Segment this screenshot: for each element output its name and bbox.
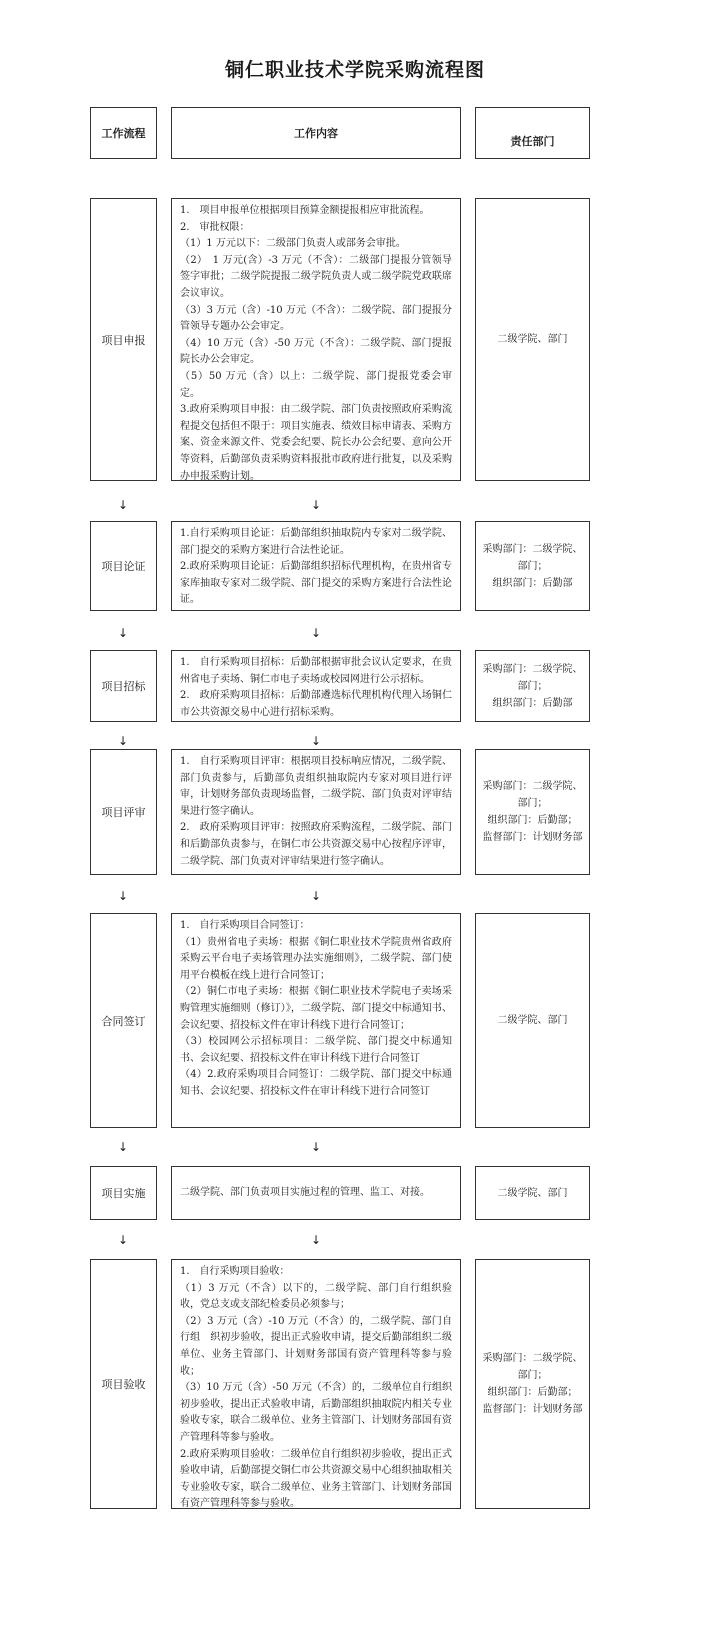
content-line: （4）10 万元（含）-50 万元（不含）：二级学院、部门提报院长办公会审定。 [180, 337, 452, 366]
arrow-icon: ↓ [310, 1140, 322, 1154]
content-line: （3）10 万元（含）-50 万元（不含）的，二级单位自行组织初步验收，提出正式验收申请，后勤部组织抽取院内相关专业验收专家，联合二级单位、业务主管部门、计划财务部国有资产管理科等参与验收。 [180, 1382, 452, 1443]
content-box [171, 521, 461, 611]
dept-box [475, 521, 590, 611]
arrow-icon: ↓ [310, 498, 322, 512]
content-box [171, 198, 461, 481]
step-box: 项目申报 [90, 198, 157, 481]
content-line: （1）贵州省电子卖场：根据《铜仁职业技术学院贵州省政府采购云平台电子卖场管理办法实施细则》，二级学院、部门使用平台模板在线上进行合同签订； [180, 936, 452, 981]
dept-line: 采购部门：二级学院、部门； [482, 781, 583, 809]
dept-box [475, 650, 590, 722]
content-line: 二级学院、部门负责项目实施过程的管理、监工、对接。 [180, 1186, 430, 1198]
step-box: 项目验收 [90, 1259, 157, 1509]
content-line: 1. 项目申报单位根据项目预算金额提报相应审批流程。 [180, 205, 430, 216]
content-box [171, 1259, 461, 1509]
arrow-icon: ↓ [310, 626, 322, 640]
dept-line: 采购部门：二级学院、部门； [482, 663, 583, 692]
content-line: 2.政府采购项目验收：二级单位自行组织初步验收，提出正式验收申请，后勤部提交铜仁市公共资源交易中心组织抽取相关专业验收专家，联合二级单位、业务主管部门、计划财务部国有资产管理科等参与验收。 [180, 1448, 452, 1510]
content-line: （2）铜仁市电子卖场：根据《铜仁职业技术学院电子卖场采购管理实施细则（修订）》，二级学院、部门提交中标通知书、会议纪要、招投标文件在审计科线下进行合同签订； [180, 986, 452, 1031]
step-box: 项目招标 [90, 650, 157, 722]
arrow-icon: ↓ [117, 498, 129, 512]
content-line: 1. 自行采购项目合同签订： [180, 920, 310, 931]
header-content: 工作内容 [171, 107, 461, 159]
page-title: 铜仁职业技术学院采购流程图 [224, 59, 485, 81]
dept-line: 二级学院、部门 [497, 1015, 568, 1026]
dept-line: 组织部门：后勤部； [487, 815, 578, 826]
content-line: 2.政府采购项目论证：后勤部组织招标代理机构，在贵州省专家库抽取专家对二级学院、部门提交的采购方案进行合法性论证。 [180, 561, 452, 606]
content-line: 1. 自行采购项目验收： [180, 1266, 290, 1277]
arrow-icon: ↓ [310, 889, 322, 903]
content-line: （1）1 万元以下：二级部门负责人或部务会审批。 [180, 238, 406, 250]
arrow-icon: ↓ [117, 734, 129, 748]
content-line: 1. 自行采购项目评审：根据项目投标响应情况，二级学院、部门负责参与，后勤部负责组织抽取院内专家对项目进行评审，计划财务部负责现场监督，二级学院、部门负责对评审结果进行签字确认。 [180, 756, 452, 817]
content-line: （2） 1 万元(含）-3 万元（不含）：二级部门提报分管领导签字审批；二级学院提报二级学院负责人或二级学院党政联席会议审议。 [180, 254, 452, 299]
dept-box [475, 913, 590, 1128]
content-line: （2）3 万元（含）-10 万元（不含）的，二级学院、部门自行组 织初步验收，提出正式验收申请，提交后勤部组织二级单位、业务主管部门、计划财务部国有资产管理科等参与验收； [180, 1315, 452, 1377]
content-line: （5）50 万元（含）以上：二级学院、部门提报党委会审定。 [180, 370, 452, 399]
step-box: 项目实施 [90, 1166, 157, 1220]
header-dept: 责任部门 [475, 107, 590, 159]
dept-box [475, 1166, 590, 1220]
content-box [171, 1166, 461, 1220]
content-line: 3.政府采购项目申报：由二级学院、部门负责按照政府采购流程提交包括但不限于：项目实施表、绩效目标申请表、采购方案、资金来源文件、党委会纪要、院长办公会纪要、意向公开等资料，后勤部负责采购资料报批市政府进行批复，以及采购办申报采购计划。 [180, 404, 452, 482]
dept-box [475, 198, 590, 481]
step-box: 项目评审 [90, 749, 157, 875]
content-line: （3）3 万元（含）-10 万元（不含）：二级学院、部门提报分管领导专题办公会审定。 [180, 304, 452, 333]
dept-box [475, 1259, 590, 1509]
dept-line: 采购部门：二级学院、部门； [482, 543, 583, 572]
dept-line: 监督部门：计划财务部 [482, 832, 583, 843]
content-line: 2. 政府采购项目招标：后勤部遴选标代理机构代理入场铜仁市公共资源交易中心进行招标采购。 [180, 690, 452, 718]
content-line: （4）2.政府采购项目合同签订：二级学院、部门提交中标通知书、会议纪要、招投标文件在审计科线下进行合同签订 [180, 1069, 452, 1097]
dept-line: 组织部门：后勤部； [487, 1387, 578, 1398]
content-line: 1.自行采购项目论证：后勤部组织抽取院内专家对二级学院、部门提交的采购方案进行合法性论证。 [180, 528, 452, 556]
arrow-icon: ↓ [117, 1140, 129, 1154]
arrow-icon: ↓ [117, 1233, 129, 1247]
content-box [171, 913, 461, 1128]
content-line: 2. 政府采购项目评审：按照政府采购流程，二级学院、部门和后勤部负责参与，在铜仁市公共资源交易中心按程序评审，二级学院、部门负责对评审结果进行签字确认。 [180, 822, 452, 867]
header-step: 工作流程 [90, 107, 157, 159]
dept-box [475, 749, 590, 875]
arrow-icon: ↓ [310, 734, 322, 748]
dept-line: 组织部门：后勤部 [492, 697, 573, 709]
arrow-icon: ↓ [310, 1233, 322, 1247]
step-box: 项目论证 [90, 521, 157, 611]
dept-line: 组织部门：后勤部 [492, 577, 573, 589]
content-box [171, 749, 461, 875]
dept-line: 采购部门：二级学院、部门； [482, 1353, 583, 1381]
content-box [171, 650, 461, 722]
dept-line: 监督部门：计划财务部 [482, 1404, 583, 1415]
dept-line: 二级学院、部门 [497, 1187, 568, 1199]
content-line: （3）校园网公示招标项目：二级学院、部门提交中标通知书、会议纪要、招投标文件在审计科线下进行合同签订 [180, 1036, 452, 1064]
step-box: 合同签订 [90, 913, 157, 1128]
content-line: 2. 审批权限： [180, 221, 250, 233]
arrow-icon: ↓ [117, 626, 129, 640]
dept-line: 二级学院、部门 [497, 334, 568, 345]
content-line: 1. 自行采购项目招标：后勤部根据审批会议认定要求，在贵州省电子卖场、铜仁市电子卖场或校园网进行公示招标。 [180, 657, 452, 685]
arrow-icon: ↓ [117, 889, 129, 903]
content-line: （1）3 万元（不含）以下的，二级学院、部门自行组织验收，党总支或支部纪检委员必须参与； [180, 1282, 452, 1311]
